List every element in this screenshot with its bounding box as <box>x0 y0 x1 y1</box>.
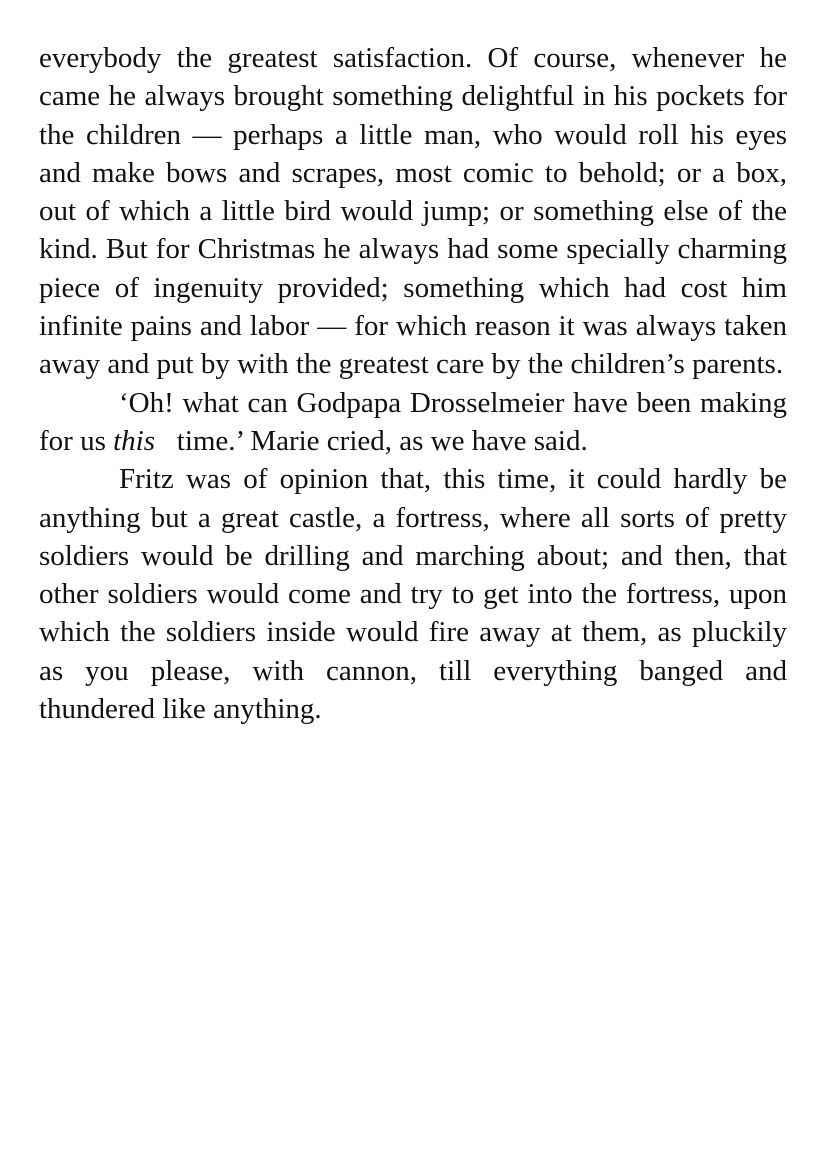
paragraph-2-italic: this <box>113 424 156 457</box>
document-page <box>39 39 787 728</box>
paragraph-3: Fritz was of opinion that, this time, it could hardly be anything but a great castle, a fortress, where all sorts of pretty soldiers would be drilling and marching about; and then, that other soldiers would come and try to get into the fortress, upon which the soldiers inside would fire away at them, as pluckily as you please, with cannon, till everything banged and thundered like anything. <box>39 463 787 726</box>
paragraph-2-text-after: time.’ Marie cried, as we have said. <box>155 424 588 457</box>
paragraph-1: everybody the greatest satisfaction. Of course, whenever he came he always brought something delightful in his pockets for the children — perhaps a little man, who would roll his eyes and make bows and scrapes, most comic to behold; or a box, out of which a little bird would jump; or something else of the kind. But for Christmas he always had some specially charming piece of ingenuity provided; something which had cost him infinite pains and labor — for which reason it was always taken away and put by with the greatest care by the children’s parents. <box>39 42 787 381</box>
paragraph-2-text-before: ‘Oh! what can Godpapa Drosselmeier have been making for us <box>39 386 787 457</box>
paragraph-2 <box>39 384 787 461</box>
